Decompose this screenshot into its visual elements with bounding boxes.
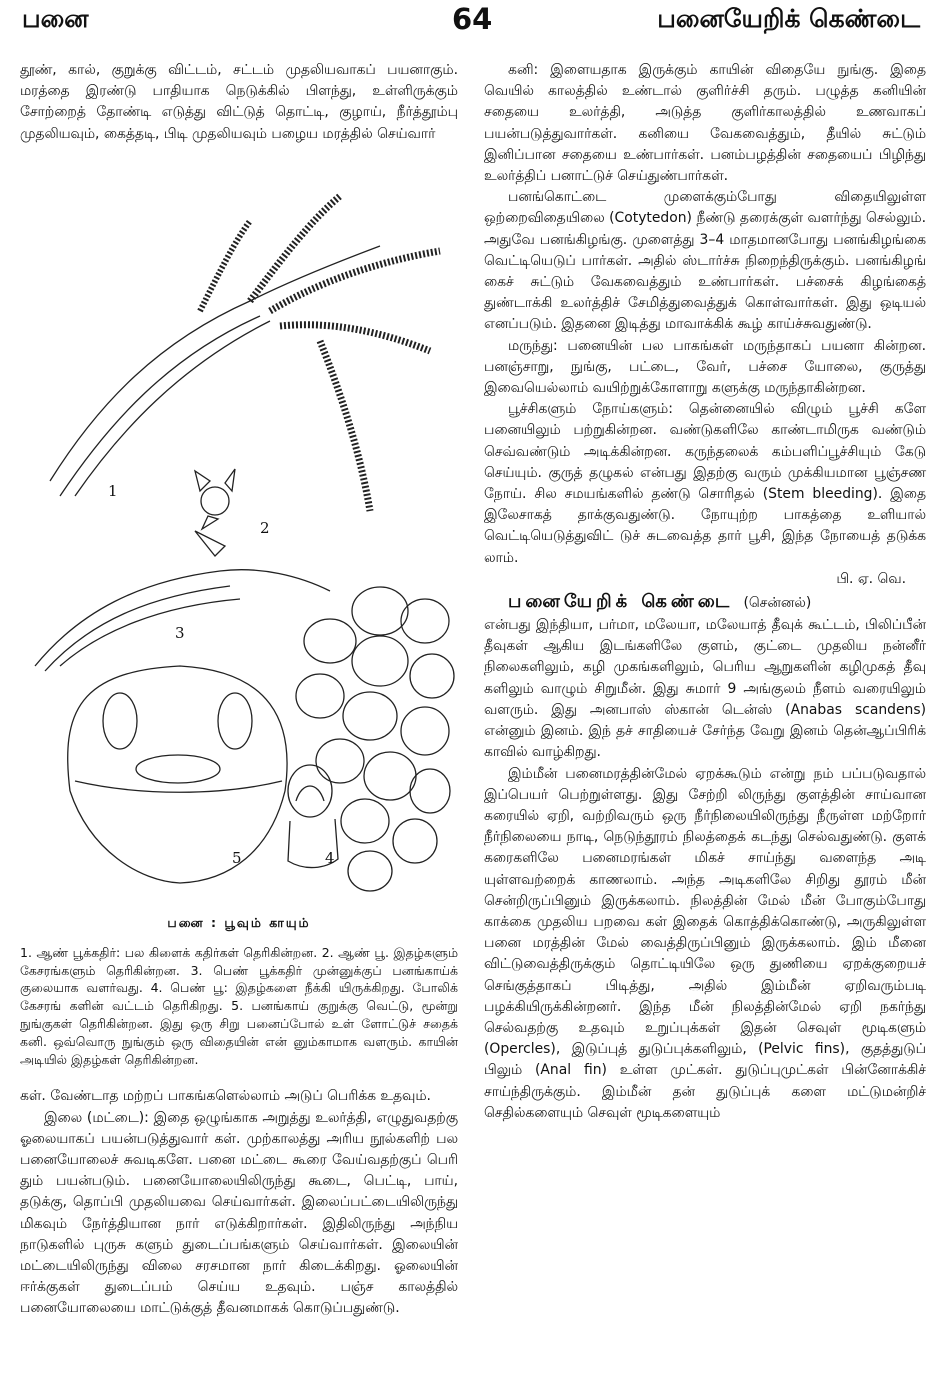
left-paragraph-3: இலை (மட்டை): இதை ஒழுங்காக அறுத்து உலர்த்தி, எழுதுவதற்கு ஓலையாகப் பயன்படுத்துவார் கள். முற்காலத்து அரிய நூல்களிற் பல பனையோலைச் சுவடிகளே. பனை மட்டை கூரை வேய்வதற்குப் பெரி தும் பயன்படும். பனையோலையிலிருந்து கூடை, பெட்டி, பாய், தடுக்கு, தொப்பி முதலியவை செய்வார்கள். இலைப்பட்டையிலிருந்து மிகவும் நேர்த்தியான நார் எடுக்கிறார்கள். இதிலிருந்து அந்நிய நாடுகளில் புருசு களும் துடைப்பங்களும் செய்வார்கள். இலையின் மட்டையிலிருந்து விலை சரசமான நார் கிடைக்கிறது. ஓலையின் ஈர்க்குகள் துடைப்பம் செய்ய உதவும். பஞ்ச காலத்தில் பனையோலையை மாட்டுக்குத் தீவனமாகக் கொடுப்பதுண்டு. [20, 1109, 458, 1317]
page-number: 64 [452, 2, 493, 36]
fruit-cross-section [68, 666, 287, 883]
figure-label-2: 2 [260, 518, 270, 537]
figure-label-5: 5 [232, 848, 242, 867]
right-paragraph-6: இம்மீன் பனைமரத்தின்மேல் ஏறக்கூடும் என்று நம் பப்படுவதால் இப்பெயர் பெற்றுள்ளது. இது சேற்றி லிருந்து குளத்தின் சாய்வான கரையில் ஏறி, வற்றிவரும் ஒரு நீர்நிலையிலிருந்து நீருள்ள மற்றோர் நீர்நிலையை நாடி, நெடுந்தூரம் நிலத்தைக் கடந்து செல்வதுண்டு. குளக் கரைகளிலே பனைமரங்கள் மிகச் சாய்ந்து வளைந்த அடி யுள்ளவற்றைக் காணலாம். அந்த அடிகளிலே சிறிது தூரம் மீன் சென்றிருப்பினும் இருக்கலாம். நிலத்தின் மேல் மீன் போகும்போது காக்கை முதலிய பறவை கள் இதைக் கொத்திக்கொண்டு, அருகிலுள்ள பனை மரத்தின் மேல் வைத்திருப்பினும் இருக்கலாம். இம் மீனை விட்டுவைத்திருக்கும் தொட்டியிலே ஒரு துணியை ஏறக்குறையச் செங்குத்தாகப் பிடித்து, அதில் இம்மீன் ஏறிவரும்படி பழக்கியிருக்கின்றனர். இந்த மீன் நிலத்தின்மேல் ஏறி நகர்ந்து செல்வதற்கு உதவும் உறுப்புக்கள் இதன் செவுள் மூடிகளும் (Opercles), இடுப்புத் துடுப்புக்களிலும், (Pelvic fins), குதத்துடுப் பிலும் (Anal fin) உள்ள முட்கள். துடுப்புமுட்கள் பின்னோக்கிச் சாய்ந்திருக்கும். இம்மீன் தன் துடுப்புக் களை மட்டுமன்றிச் செதில்களையும் செவுள் மூடிகளையும் [484, 765, 926, 1121]
right-paragraph-3: மருந்து: பனையின் பல பாகங்கள் மருந்தாகப் பயனா கின்றன. பனஞ்சாறு, நுங்கு, பட்டை, வேர், பச்சை யோலை, குருத்து இவையெல்லாம் வயிற்றுக்கோளாறு களுக்கு மருந்தாகின்றன. [484, 337, 926, 397]
author-signature: பி. ஏ. வெ. [836, 570, 906, 587]
left-paragraph-2: கள். வேண்டாத மற்றப் பாகங்களெல்லாம் அடுப் பெரிக்க உதவும். [20, 1088, 431, 1105]
figure-label-4: 4 [325, 848, 335, 867]
figure-caption-text: 1. ஆண் பூக்கதிர்: பல கிளைக் கதிர்கள் தெரிகின்றன. 2. ஆண் பூ. இதழ்களும் கேசரங்களும் தெரிகின்றன. 3. பெண் பூக்கதிர் முன்னுக்குப் பனங்காய்க் குலையாக வளர்வது. 4. பெண் பூ: இதழ்களை நீக்கி யிருக்கிறது. போலிக் கேசரங் களின் வட்டம் தெரிகிறது. 5. பனங்காய் குறுக்கு வெட்டு, மூன்று நுங்குகள் தெரிகின்றன. இது ஒரு சிறு பனைப்போல் உள் ளோட்டுச் சதைக் கனி. ஒவ்வொரு நுங்கும் ஒரு விதையின் என் னும்காமாக வளரும். காயின் அடியில் இதழ்கள் தெரிகின்றன. [20, 944, 458, 1067]
page-header [0, 0, 944, 52]
fruit-cluster [296, 587, 454, 891]
header-left-title: பனை [22, 4, 89, 33]
right-paragraph-2: பனங்கொட்டை முளைக்கும்போது விதையிலுள்ள ஒற்றைவிதையிலை (Cotytedon) நீண்டு தரைக்குள் வளர்ந்து செல்லும். அதுவே பனங்கிழங்கு. முளைத்து 3–4 மாதமானபோது பனங்கிழங்கை வெட்டியெடுப் பார்கள். அதில் ஸ்டார்ச்சு நிறைந்திருக்கும். பனங்கிழங் கைச் சுட்டும் வேகவைத்தும் உண்பார்கள். பச்சைக் கிழங்கைத் துண்டாக்கி உலர்த்திச் சேமித்துவைத்துக் கொள்வார்கள். இது ஒடியல் எனப்படும். இதனை இடித்து மாவாக்கிக் கூழ் காய்ச்சுவதுண்டு. [484, 189, 926, 333]
palm-illustration [20, 151, 458, 911]
figure-label-1: 1 [108, 481, 118, 500]
palm-flower-fruit-figure [20, 151, 458, 911]
header-right-title: பனையேறிக் கெண்டை [657, 4, 920, 33]
figure-label-3: 3 [175, 623, 185, 642]
right-column [484, 60, 926, 1124]
right-paragraph-4: பூச்சிகளும் நோய்களும்: தென்னையில் விழும் பூச்சி களே பனையிலும் பற்றுகின்றன. வண்டுகளிலே காண்டாமிருக வண்டும் செவ்வண்டும் அடிக்கின்றன. கருந்தலைக் கம்பளிப்பூச்சியும் கேடு செய்யும். குருத் தழுகல் என்பது இதற்கு வரும் முக்கியமான பூஞ்சண நோய். சில சமயங்களில் தண்டு சொரிதல் (Stem bleeding). இதை இலேசாகத் தாக்குவதுண்டு. நோயுற்ற பாகத்தை உளியால் வெட்டியெடுத்துவிட் டுச் சுடவைத்த தார் பூசி, இந்த நோயைத் தடுக்க லாம். [484, 401, 926, 566]
article-heading [484, 590, 926, 615]
right-paragraph-1: கனி: இளையதாக இருக்கும் காயின் விதையே நுங்கு. இதை வெயில் காலத்தில் உண்டால் குளிர்ச்சி தரும். பழுத்த கனியின் சதையை உலர்த்தி, அடுத்த குளிர்காலத்தில் உணவாகப் பயன்படுத்துவார்கள். கனியை வேகவைத்தும், தீயில் சுட்டும் இனிப்பான சதையை உண்பார்கள். பனம்பழத்தின் சதையைப் பிழிந்து உலர்த்திப் பனாட்டுச் செய்துண்பார்கள். [484, 62, 926, 185]
left-column [20, 60, 458, 1320]
article-title: பனையேறிக் கெண்டை [508, 591, 734, 613]
figure-caption-title: பனை : பூவும் காயும் [167, 914, 311, 930]
left-paragraph-1: தூண், கால், குறுக்கு விட்டம், சட்டம் முதலியவாகப் பயனாகும். மரத்தை இரண்டு பாதியாக நெடுக்கில் பிளந்து, உள்ளிருக்கும் சோற்றைத் தோண்டி எடுத்து விட்டுத் தொட்டி, குழாய், நீர்த்தூம்பு முதலியவும், கைத்தடி, பிடி முதலியவும் பழைய மரத்தில் செய்வார் [20, 62, 458, 142]
right-paragraph-5: என்பது இந்தியா, பர்மா, மலேயா, மலேயாத் தீவுக் கூட்டம், பிலிப்பீன் தீவுகள் ஆகிய இடங்களிலே குளம், குட்டை முதலிய நன்னீர் நிலைகளிலும், கழி முகங்களிலும், பெரிய ஆறுகளின் கழிமுகத் தீவு களிலும் வாழும் சிறுமீன். இது சுமார் 9 அங்குலம் நீளம் வரையிலும் வளரும். இது அனபாஸ் ஸ்கான் டென்ஸ் (Anabas scandens) என்னும் இனம். இந் தச் சாதியைச் சேர்ந்த வேறு இனம் தென்ஆப்பிரிக் காவில் வாழ்கிறது. [484, 617, 926, 761]
article-title-paren: (சென்னல்) [743, 595, 812, 612]
